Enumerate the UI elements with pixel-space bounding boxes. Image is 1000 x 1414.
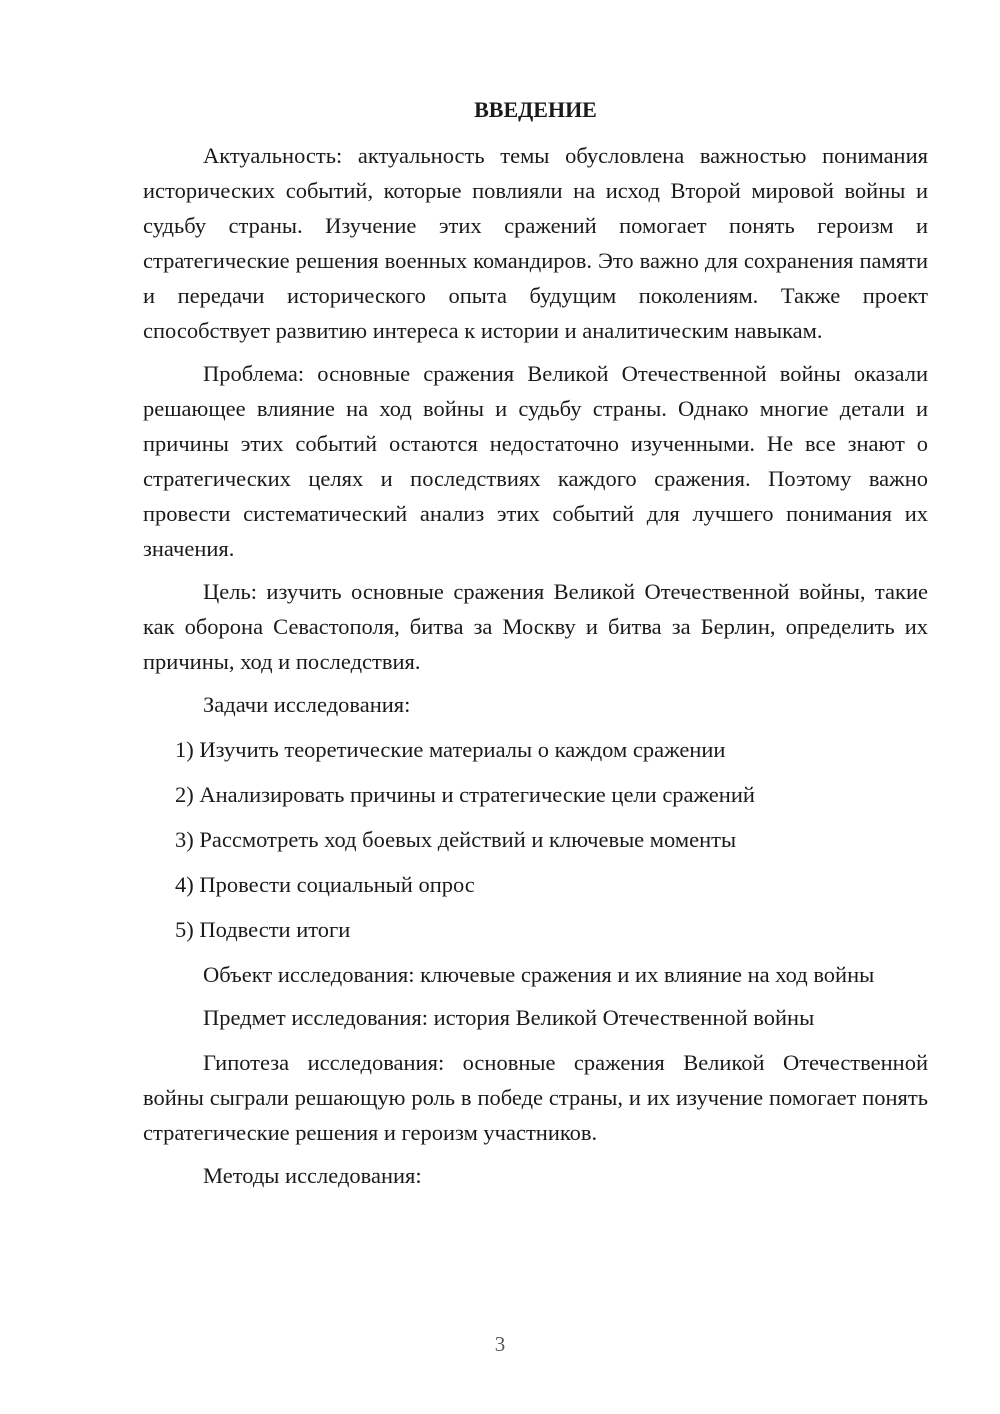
tasks-heading: Задачи исследования:	[203, 692, 411, 717]
relevance-paragraph: Актуальность: актуальность темы обусловлена важностью понимания исторических событий, которые повлияли на исход Второй мировой войны и судьбу страны. Изучение этих сражений помогает понять героизм и стратегические решения военных командиров. Это важно для сохранения памяти и передачи исторического опыта будущим поколениям. Также проект способствует развитию интереса к истории и аналитическим навыкам.	[143, 143, 928, 343]
page-title: ВВЕДЕНИЕ	[474, 97, 597, 122]
page-number: 3	[494, 1332, 506, 1356]
list-item: 4) Провести социальный опрос	[175, 872, 475, 897]
list-item: 1) Изучить теоретические материалы о каждом сражении	[175, 737, 726, 762]
list-item: 3) Рассмотреть ход боевых действий и ключевые моменты	[175, 827, 737, 852]
list-item: 2) Анализировать причины и стратегические цели сражений	[175, 782, 755, 807]
tasks-list	[143, 732, 928, 947]
goal-paragraph: Цель: изучить основные сражения Великой Отечественной войны, такие как оборона Севастополя, битва за Москву и битва за Берлин, определить их причины, ход и последствия.	[143, 579, 928, 674]
hypothesis-paragraph: Гипотеза исследования: основные сражения Великой Отечественной войны сыграли решающую роль в победе страны, и их изучение помогает понять стратегические решения и героизм участников.	[143, 1050, 928, 1145]
subject-paragraph: Предмет исследования: история Великой Отечественной войны	[203, 1005, 815, 1030]
document-page	[143, 92, 928, 1203]
methods-heading: Методы исследования:	[203, 1163, 422, 1188]
problem-paragraph: Проблема: основные сражения Великой Отечественной войны оказали решающее влияние на ход войны и судьбу страны. Однако многие детали и причины этих событий остаются недостаточно изученными. Не все знают о стратегических целях и последствиях каждого сражения. Поэтому важно провести систематический анализ этих событий для лучшего понимания их значения.	[143, 361, 928, 561]
list-item: 5) Подвести итоги	[175, 917, 351, 942]
object-paragraph: Объект исследования: ключевые сражения и их влияние на ход войны	[203, 962, 875, 987]
